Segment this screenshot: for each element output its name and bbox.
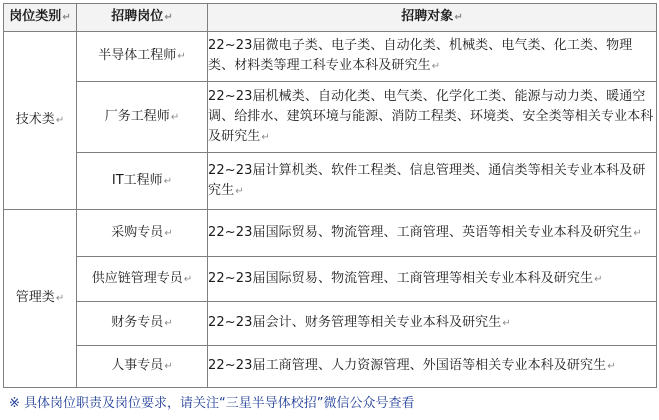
- target-cell: 22~23届机械类、自动化类、电气类、化学化工类、能源与动力类、暖通空调、给排水、建筑环境与能源、消防工程类、环境类、安全类等相关专业本科及研究生↵: [208, 82, 657, 153]
- header-position: 招聘岗位↵: [77, 4, 208, 32]
- category-cell-mgmt: 管理类↵: [4, 210, 77, 388]
- table-row: [4, 257, 657, 302]
- table-row: [4, 32, 657, 82]
- table-row: [4, 153, 657, 210]
- category-cell-tech: 技术类↵: [4, 32, 77, 210]
- position-cell: 厂务工程师↵: [77, 82, 208, 153]
- target-cell: 22~23届计算机类、软件工程类、信息管理类、通信类等相关专业本科及研究生↵: [208, 153, 657, 210]
- position-cell: 供应链管理专员↵: [77, 257, 208, 302]
- table-row: [4, 82, 657, 153]
- recruitment-table: [3, 3, 657, 388]
- target-cell: 22~23届工商管理、人力资源管理、外国语等相关专业本科及研究生↵: [208, 346, 657, 388]
- target-cell: 22~23届国际贸易、物流管理、工商管理、英语等相关专业本科及研究生↵: [208, 210, 657, 257]
- target-cell: 22~23届微电子类、电子类、自动化类、机械类、电气类、化工类、物理类、材料类等理工科专业本科及研究生↵: [208, 32, 657, 82]
- position-cell: 采购专员↵: [77, 210, 208, 257]
- table-row: [4, 210, 657, 257]
- position-cell: IT工程师↵: [77, 153, 208, 210]
- header-category: 岗位类别↵: [4, 4, 77, 32]
- header-row: [4, 4, 657, 32]
- position-cell: 财务专员↵: [77, 302, 208, 346]
- table-row: [4, 302, 657, 346]
- target-cell: 22~23届国际贸易、物流管理、工商管理等相关专业本科及研究生↵: [208, 257, 657, 302]
- footnote: ※ 具体岗位职责及岗位要求，请关注“三星半导体校招”微信公众号查看: [9, 396, 415, 411]
- table-row: [4, 346, 657, 388]
- target-cell: 22~23届会计、财务管理等相关专业本科及研究生↵: [208, 302, 657, 346]
- position-cell: 人事专员↵: [77, 346, 208, 388]
- position-cell: 半导体工程师↵: [77, 32, 208, 82]
- header-target: 招聘对象↵: [208, 4, 657, 32]
